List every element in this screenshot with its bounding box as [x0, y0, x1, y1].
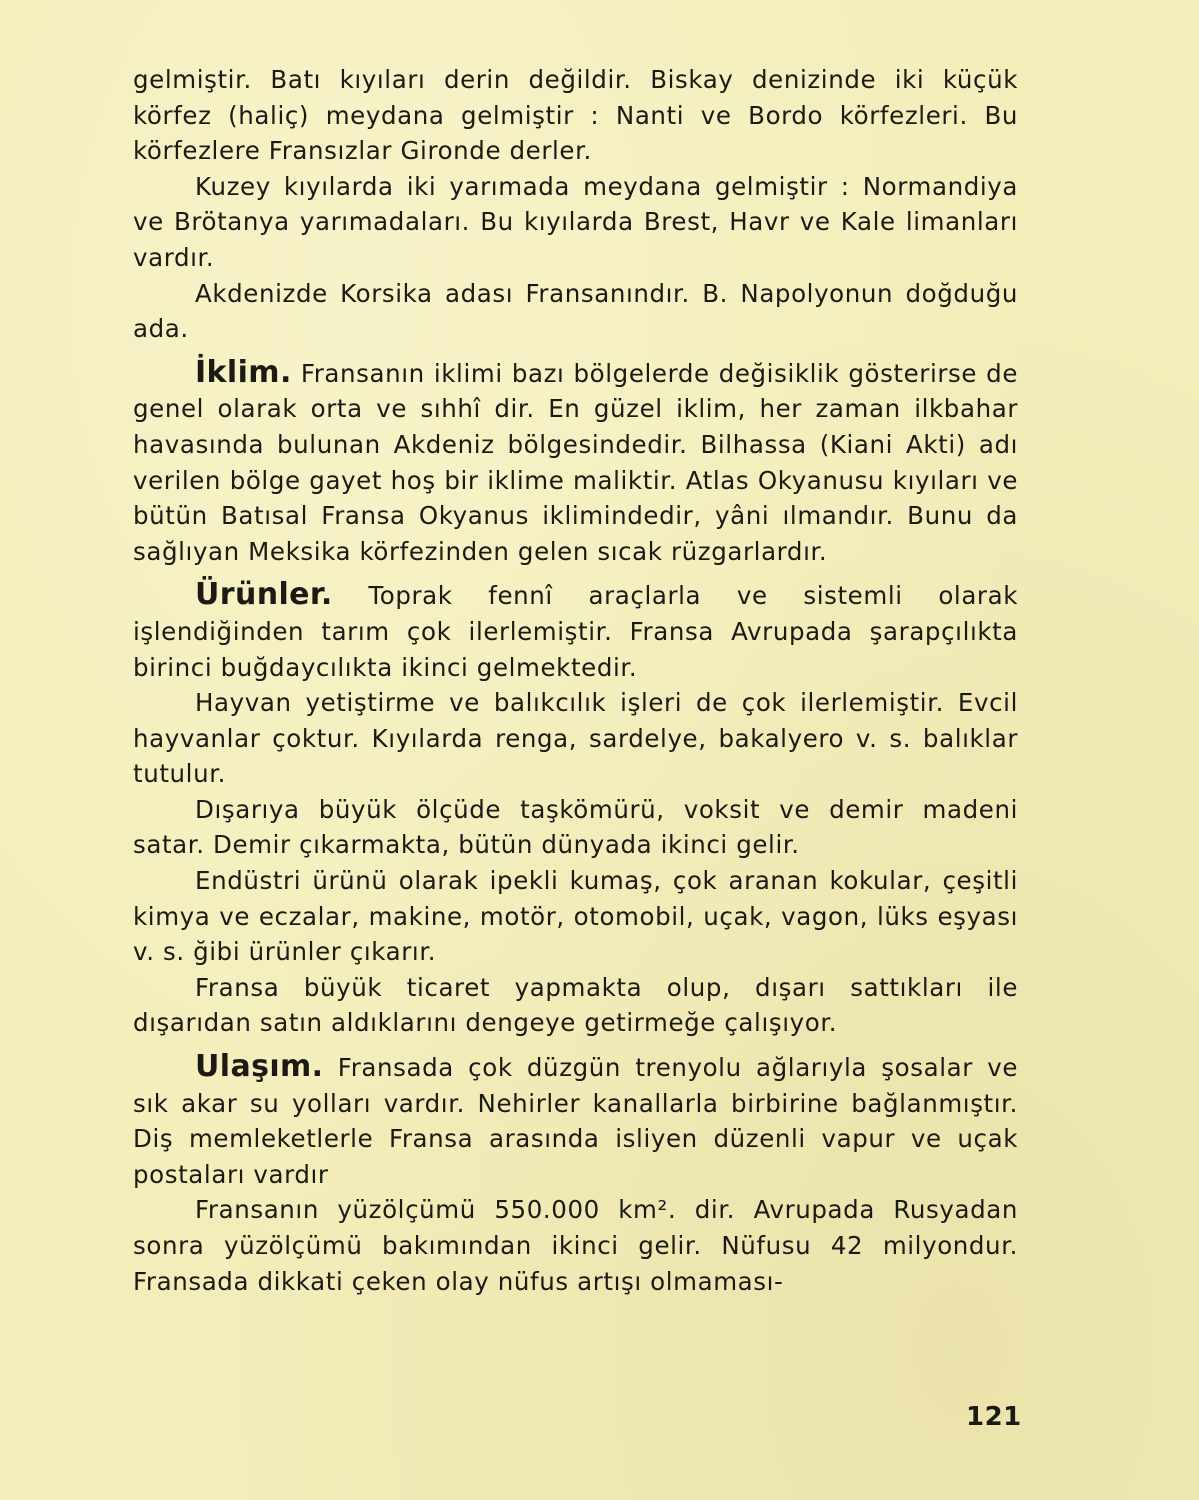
paragraph-yuzolcum: Fransanın yüzölçümü 550.000 km². dir. Avrupada Rusyadan sonra yüzölçümü bakımından ikinci gelir. Nüfusu 42 milyondur. Fransada dikkati çeken olay nüfus artışı olmaması-	[133, 1195, 1018, 1296]
paragraph-kuzey-kiyilari: Kuzey kıyılarda iki yarımada meydana gelmiştir : Normandiya ve Brötanya yarımadaları. Bu kıyılarda Brest, Havr ve Kale limanları vardır.	[133, 171, 1018, 272]
paragraph-disariya: Dışarıya büyük ölçüde taşkömürü, voksit ve demir madeni satar. Demir çıkarmakta, bütün dünyada ikinci gelir.	[133, 794, 1018, 860]
paragraph-hayvan: Hayvan yetiştirme ve balıkcılık işleri de çok ilerlemiştir. Evcil hayvanlar çoktur. Kıyılarda renga, sardelye, bakalyero v. s. balıklar tutulur.	[133, 688, 1018, 789]
heading-ulasim: Ulaşım.	[195, 1049, 324, 1085]
paragraph-ticaret: Fransa büyük ticaret yapmakta olup, dışarı sattıkları ile dışarıdan satın aldıklarını dengeye getirmeğe çalışıyor.	[133, 972, 1018, 1038]
paragraph-iklim: Fransanın iklimi bazı bölgelerde değisiklik gösterirse de genel olarak orta ve sıhhî dir. En güzel iklim, her zaman ilkbahar havasında bulunan Akdeniz bölgesindedir. Bilhassa (Kiani Akti) adı verilen bölge gayet hoş bir iklime maliktir. Atlas Okyanusu kıyıları ve bütün Batısal Fransa Okyanus iklimindedir, yâni ılmandır. Bunu da sağlıyan Meksika körfezinden gelen sıcak rüzgarlardır.	[133, 358, 1018, 566]
paragraph-bati-kiyilari: gelmiştir. Batı kıyıları derin değildir. Biskay denizinde iki küçük körfez (haliç) meydana gelmiştir : Nanti ve Bordo körfezleri. Bu körfezlere Fransızlar Gironde derler.	[133, 65, 1018, 166]
section-iklim	[133, 355, 1018, 570]
page-number: 121	[966, 1402, 1022, 1432]
paragraph-urunler: Toprak fennî araçlarla ve sistemli olarak işlendiğinden tarım çok ilerlemiştir. Fransa Avrupada şarapçılıkta birinci buğdaycılıkta ikinci gelmektedir.	[133, 581, 1019, 682]
paragraph-endustri: Endüstri ürünü olarak ipekli kumaş, çok aranan kokular, çeşitli kimya ve eczalar, makine, motör, otomobil, uçak, vagon, lüks eşyası v. s. ğibi ürünler çıkarır.	[133, 866, 1018, 967]
paragraph-korsika: Akdenizde Korsika adası Fransanındır. B. Napolyonun doğduğu ada.	[133, 278, 1018, 344]
section-ulasim	[133, 1049, 1018, 1192]
heading-urunler: Ürünler.	[195, 577, 333, 613]
heading-iklim: İklim.	[195, 354, 292, 390]
page-text-body	[133, 62, 1018, 1299]
paragraph-ulasim: Fransada çok düzgün trenyolu ağlarıyla şosalar ve sık akar su yolları vardır. Nehirler kanallarla birbirine bağlanmıştır. Diş memleketlerle Fransa arasında isliyen düzenli vapur ve uçak postaları vardır	[133, 1053, 1018, 1189]
section-urunler	[133, 577, 1018, 685]
